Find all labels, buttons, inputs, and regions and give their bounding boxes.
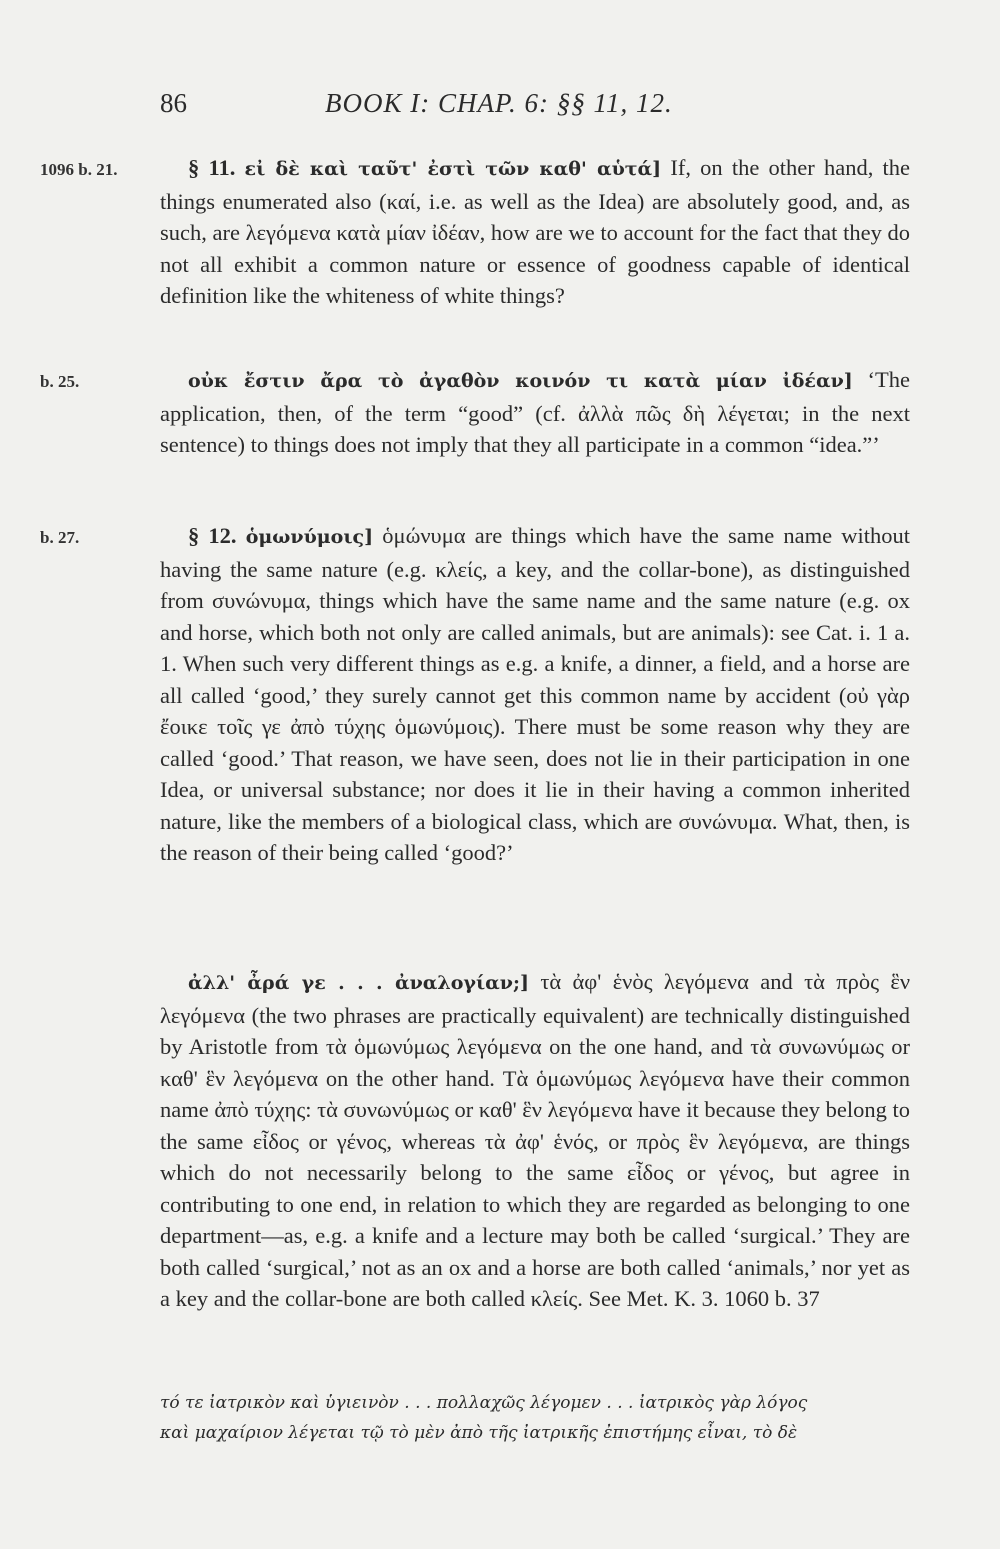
greek-quotation xyxy=(160,1388,910,1448)
quotation-line: καὶ μαχαίριον λέγεται τῷ τὸ μὲν ἀπὸ τῆς ἰατρικῆς ἐπιστήμης εἶναι, τὸ δὲ xyxy=(160,1423,798,1443)
page-header xyxy=(160,88,920,128)
commentary-paragraph xyxy=(160,966,910,1315)
commentary-text: ‘The application, then, of the term “good” (cf. ἀλλὰ πῶς δὴ λέγεται; in the next sentence) to things does not imply that they all participate in a common “idea.”’ xyxy=(160,367,910,457)
lemma: ὁμωνύμοις] xyxy=(245,526,374,548)
quotation-line: τό τε ἰατρικὸν καὶ ὑγιεινὸν . . . πολλαχῶς λέγομεν . . . ἰατρικὸς γὰρ λόγος xyxy=(160,1393,808,1413)
commentary-paragraph xyxy=(160,364,910,461)
section-marker: § 12. xyxy=(188,523,237,548)
running-title: BOOK I: CHAP. 6: §§ 11, 12. xyxy=(325,88,673,118)
lemma: ἀλλ' ἆρά γε . . . ἀναλογίαν;] xyxy=(188,972,529,994)
commentary-text: τὰ ἀφ' ἑνὸς λεγόμενα and τὰ πρὸς ἓν λεγόμενα (the two phrases are practically equivalent) are technically distinguished by Aristotle from τὰ ὁμωνύμως λεγόμενα on the one hand, and τὰ συνωνύμως or καθ' ἓν λεγόμενα on the other hand. Τὰ ὁμωνύμως λεγόμενα have their common name ἀπὸ τύχης: τὰ συνωνύμως or καθ' ἓν λεγόμενα have it because they belong to the same εἶδος or γένος, whereas τὰ ἀφ' ἑνός, or πρὸς ἓν λεγόμενα, are things which do not necessarily belong to the same εἶδος or γένος, but agree in contributing to one end, in relation to which they are regarded as belonging to one department—as, e.g. a knife and a lecture may both be called ‘surgical.’ They are both called ‘surgical,’ not as an ox and a horse are both called ‘animals,’ nor yet as a key and the collar-bone are both called κλείς. See Met. K. 3. 1060 b. 37 xyxy=(160,969,910,1311)
line-reference: b. 27. xyxy=(40,528,80,547)
page-number: 86 xyxy=(160,88,187,118)
line-reference: b. 25. xyxy=(40,372,80,391)
line-reference: 1096 b. 21. xyxy=(40,160,118,179)
section-marker: § 11. xyxy=(188,155,236,180)
lemma: εἰ δὲ καὶ ταῦτ' ἐστὶ τῶν καθ' αὑτά] xyxy=(244,158,662,180)
lemma: οὐκ ἔστιν ἄρα τὸ ἀγαθὸν κοινόν τι κατὰ μίαν ἰδέαν] xyxy=(188,370,853,392)
commentary-paragraph xyxy=(160,520,910,869)
commentary-paragraph xyxy=(160,152,910,312)
commentary-text: If, on the other hand, the things enumerated also (καί, i.e. as well as the Idea) are absolutely good, and, as such, are λεγόμενα κατὰ μίαν ἰδέαν, how are we to account for the fact that they do not all exhibit a common nature or essence of goodness capable of identical definition like the whiteness of white things? xyxy=(160,155,911,308)
commentary-text: ὁμώνυμα are things which have the same name without having the same nature (e.g. κλείς, a key, and the collar-bone), as distinguished from συνώνυμα, things which have the same name and the same nature (e.g. ox and horse, which both not only are called animals, but are animals): see Cat. i. 1 a. 1. When such very different things as e.g. a knife, a dinner, a field, and a horse are all called ‘good,’ they surely cannot get this common name by accident (οὐ γὰρ ἔοικε τοῖς γε ἀπὸ τύχης ὁμωνύμοις). There must be some reason why they are called ‘good.’ That reason, we have seen, does not lie in their participation in one Idea, or universal substance; nor does it lie in their having a common inherited nature, like the members of a biological class, which are συνώνυμα. What, then, is the reason of their being called ‘good?’ xyxy=(160,523,911,865)
